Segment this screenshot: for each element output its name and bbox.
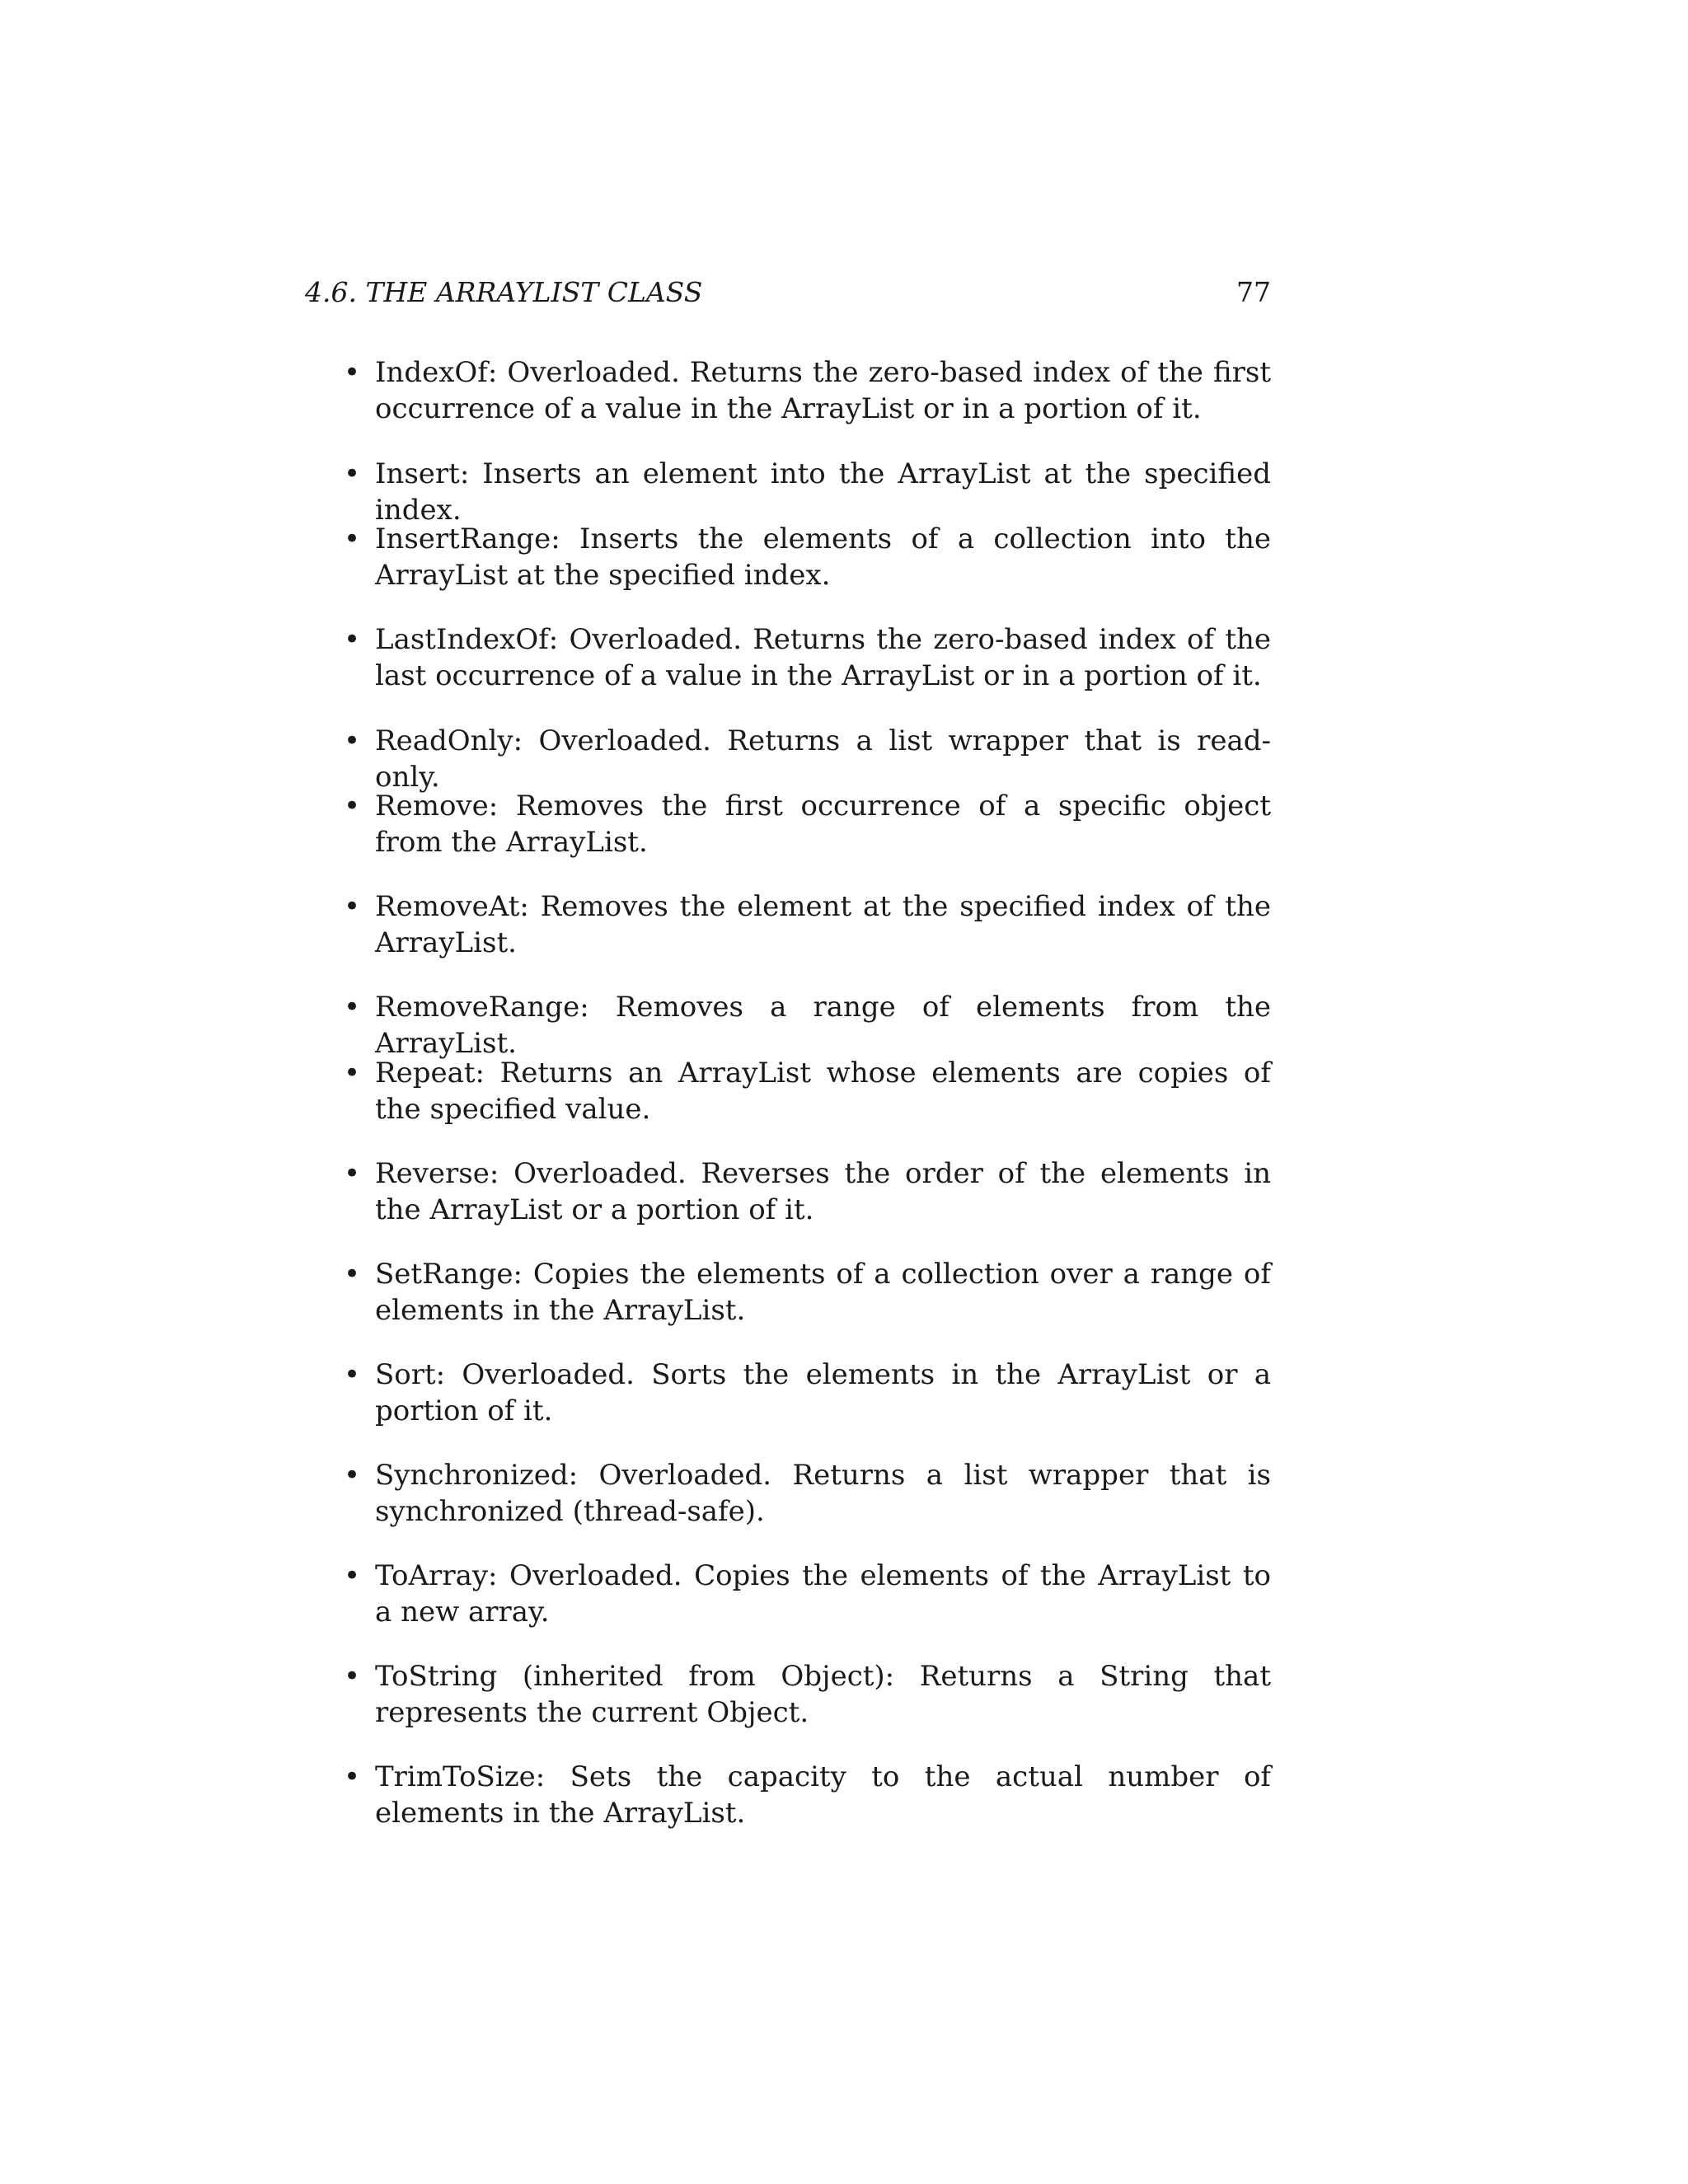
list-item <box>344 1658 1271 1731</box>
bullet-icon: • <box>344 790 361 823</box>
bullet-icon: • <box>344 356 361 389</box>
bullet-icon: • <box>344 1258 361 1291</box>
list-item-text: RemoveRange: Removes a range of elements from the ArrayList. <box>375 991 1271 1060</box>
bullet-icon: • <box>344 1157 361 1190</box>
list-item <box>344 1457 1271 1530</box>
list-item <box>344 354 1271 427</box>
list-item-text: Remove: Removes the first occurrence of a specific object from the ArrayList. <box>375 790 1271 859</box>
list-item-text: ReadOnly: Overloaded. Returns a list wrapper that is read-only. <box>375 724 1271 794</box>
bullet-icon: • <box>344 1459 361 1492</box>
bullet-icon: • <box>344 1559 361 1592</box>
list-item <box>344 1357 1271 1429</box>
list-item <box>344 1759 1271 1831</box>
list-item <box>344 723 1271 795</box>
bullet-icon: • <box>344 724 361 757</box>
list-item-text: Synchronized: Overloaded. Returns a list wrapper that is synchronized (thread-safe). <box>375 1459 1271 1528</box>
list-item-text: InsertRange: Inserts the elements of a collection into the ArrayList at the specified index. <box>375 523 1271 592</box>
list-item <box>344 1155 1271 1228</box>
list-item <box>344 989 1271 1062</box>
list-item-text: Insert: Inserts an element into the ArrayList at the specified index. <box>375 457 1271 527</box>
list-item <box>344 788 1271 860</box>
page-number: 77 <box>1236 276 1271 308</box>
bullet-icon: • <box>344 457 361 490</box>
bullet-icon: • <box>344 1057 361 1090</box>
list-item <box>344 1558 1271 1630</box>
list-item-text: IndexOf: Overloaded. Returns the zero-based index of the first occurrence of a value in the ArrayList or in a portion of it. <box>375 356 1271 425</box>
bullet-icon: • <box>344 523 361 555</box>
running-header <box>305 272 1271 313</box>
list-item <box>344 456 1271 528</box>
list-item-text: Repeat: Returns an ArrayList whose elements are copies of the specified value. <box>375 1057 1271 1126</box>
list-item-text: RemoveAt: Removes the element at the specified index of the ArrayList. <box>375 890 1271 959</box>
list-item <box>344 621 1271 694</box>
bullet-icon: • <box>344 991 361 1024</box>
list-item <box>344 521 1271 593</box>
list-item-text: TrimToSize: Sets the capacity to the actual number of elements in the ArrayList. <box>375 1760 1271 1830</box>
list-item <box>344 1256 1271 1329</box>
list-item-text: LastIndexOf: Overloaded. Returns the zero-based index of the last occurrence of a value in the ArrayList or in a portion of it. <box>375 623 1271 692</box>
list-item-text: ToArray: Overloaded. Copies the elements of the ArrayList to a new array. <box>375 1559 1271 1629</box>
list-item-text: Sort: Overloaded. Sorts the elements in the ArrayList or a portion of it. <box>375 1358 1271 1427</box>
bullet-icon: • <box>344 1760 361 1793</box>
list-item-text: Reverse: Overloaded. Reverses the order of the elements in the ArrayList or a portion of it. <box>375 1157 1271 1226</box>
list-item <box>344 888 1271 961</box>
section-title: 4.6. THE ARRAYLIST CLASS <box>305 276 703 308</box>
list-item-text: ToString (inherited from Object): Returns a String that represents the current Object. <box>375 1660 1271 1729</box>
bullet-icon: • <box>344 1660 361 1693</box>
bullet-icon: • <box>344 890 361 923</box>
bullet-icon: • <box>344 1358 361 1391</box>
list-item-text: SetRange: Copies the elements of a collection over a range of elements in the ArrayList. <box>375 1258 1271 1327</box>
list-item <box>344 1055 1271 1127</box>
bullet-icon: • <box>344 623 361 656</box>
